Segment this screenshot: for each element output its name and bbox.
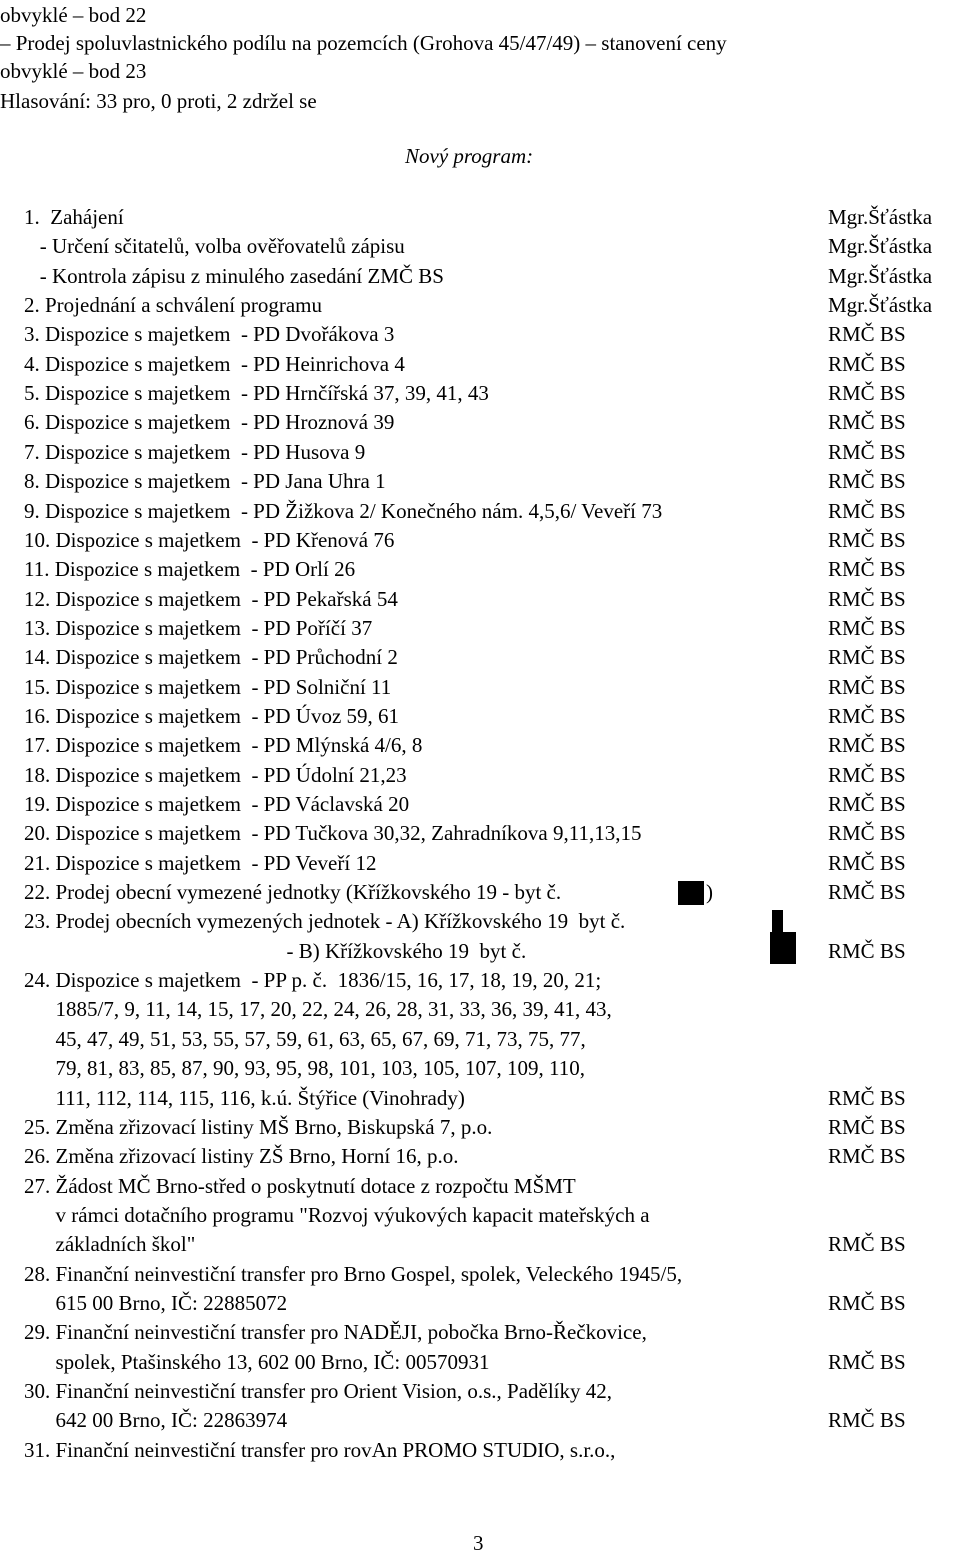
agenda-item [0, 818, 960, 848]
agenda-item-text: 18. Dispozice s majetkem - PD Údolní 21,23 [24, 762, 407, 787]
agenda-item [0, 437, 960, 467]
agenda-item-text: 28. Finanční neinvestiční transfer pro Brno Gospel, spolek, Veleckého 1945/5, [24, 1261, 683, 1286]
agenda-item [0, 496, 960, 526]
agenda-item-responsible: RMČ BS [828, 733, 906, 758]
agenda-item [0, 1376, 960, 1406]
agenda-item-text: 6. Dispozice s majetkem - PD Hroznová 39 [24, 410, 395, 435]
agenda-item-text: - Určení sčitatelů, volba ověřovatelů zápisu [24, 234, 405, 259]
agenda-item-text: 30. Finanční neinvestiční transfer pro Orient Vision, o.s., Padělíky 42, [24, 1379, 613, 1403]
agenda-item-text: 17. Dispozice s majetkem - PD Mlýnská 4/6, 8 [24, 733, 423, 758]
agenda-item [0, 525, 960, 555]
agenda-item-text: 79, 81, 83, 85, 87, 90, 93, 95, 98, 101, 103, 105, 107, 109, 110, [24, 1056, 585, 1081]
agenda-item-text: - Kontrola zápisu z minulého zasedání ZMČ BS [24, 263, 444, 288]
agenda-item [0, 1083, 960, 1113]
agenda-item [0, 789, 960, 819]
agenda-item-text: 27. Žádost MČ Brno-střed o poskytnutí dotace z rozpočtu MŠMT [24, 1173, 576, 1198]
agenda-item [0, 760, 960, 790]
agenda-item-responsible: RMČ BS [828, 586, 906, 611]
agenda-item-responsible: RMČ BS [828, 821, 906, 846]
agenda-item-responsible: Mgr.Šťástka [828, 263, 933, 288]
agenda-item-responsible: Mgr.Šťástka [828, 205, 933, 229]
agenda-item [0, 1171, 960, 1201]
agenda-item-text: 29. Finanční neinvestiční transfer pro NADĚJI, pobočka Brno-Řečkovice, [24, 1320, 647, 1345]
agenda-item-responsible: RMČ BS [828, 439, 906, 464]
agenda-item-text: 24. Dispozice s majetkem - PP p. č. 1836/15, 16, 17, 18, 19, 20, 21; [24, 968, 602, 993]
agenda-item [0, 642, 960, 672]
redaction-box [770, 932, 796, 964]
agenda-item-responsible: RMČ BS [828, 410, 906, 435]
agenda-item [0, 202, 960, 232]
agenda-item-text: 2. Projednání a schválení programu [24, 293, 322, 318]
agenda-item-text: 31. Finanční neinvestiční transfer pro rovAn PROMO STUDIO, s.r.o., [24, 1437, 616, 1462]
agenda-item [0, 877, 960, 907]
agenda-item [0, 1024, 960, 1054]
agenda-item [0, 672, 960, 702]
agenda-item-text: 9. Dispozice s majetkem - PD Žižkova 2/ Konečného nám. 4,5,6/ Veveří 73 [24, 498, 663, 523]
agenda-item [0, 936, 960, 966]
agenda-item-text: 19. Dispozice s majetkem - PD Václavská 20 [24, 792, 410, 816]
agenda-item-text: 21. Dispozice s majetkem - PD Veveří 12 [24, 850, 377, 875]
agenda-item-responsible: RMČ BS [828, 762, 906, 787]
agenda-item [0, 1405, 960, 1435]
agenda-item-text: 4. Dispozice s majetkem - PD Heinrichova 4 [24, 351, 405, 376]
agenda-item-text: 20. Dispozice s majetkem - PD Tučkova 30,32, Zahradníkova 9,11,13,15 [24, 821, 642, 846]
agenda-item-text: 3. Dispozice s majetkem - PD Dvořákova 3 [24, 322, 395, 347]
agenda-item-responsible: RMČ BS [828, 322, 906, 347]
agenda-item-responsible: RMČ BS [828, 645, 906, 670]
agenda-item-responsible: RMČ BS [828, 1290, 906, 1315]
agenda-item [0, 378, 960, 408]
agenda-item-responsible: RMČ BS [828, 351, 906, 376]
agenda-item-text: 15. Dispozice s majetkem - PD Solniční 11 [24, 674, 392, 699]
agenda-item [0, 584, 960, 614]
agenda-item-text: 22. Prodej obecní vymezené jednotky (Křížkovského 19 - byt č. [24, 880, 562, 905]
agenda-item-responsible: RMČ BS [828, 615, 906, 640]
agenda-item-text: 8. Dispozice s majetkem - PD Jana Uhra 1 [24, 469, 386, 494]
agenda-item-text: 1885/7, 9, 11, 14, 15, 17, 20, 22, 24, 26, 28, 31, 33, 36, 39, 41, 43, [24, 997, 612, 1022]
agenda-item-responsible: RMČ BS [828, 469, 906, 494]
redaction-box [678, 881, 704, 905]
agenda-item-responsible: RMČ BS [828, 1144, 906, 1169]
agenda-item-text: 1. Zahájení [24, 205, 124, 229]
agenda-item-responsible: RMČ BS [828, 938, 906, 963]
agenda-item-text: základních škol" [24, 1232, 196, 1257]
agenda-item-responsible: RMČ BS [828, 498, 906, 523]
header-line: obvyklé – bod 23 [0, 59, 147, 83]
agenda-item [0, 1053, 960, 1083]
agenda-item-text: 7. Dispozice s majetkem - PD Husova 9 [24, 439, 366, 464]
agenda-item-responsible: RMČ BS [828, 381, 906, 406]
agenda-item-responsible: RMČ BS [828, 880, 906, 905]
agenda-item [0, 554, 960, 584]
agenda-item-text: 23. Prodej obecních vymezených jednotek - A) Křížkovského 19 byt č. [24, 909, 626, 934]
agenda-item-text: 25. Změna zřizovací listiny MŠ Brno, Biskupská 7, p.o. [24, 1114, 493, 1139]
agenda-item-responsible: Mgr.Šťástka [828, 293, 933, 318]
agenda-item [0, 319, 960, 349]
agenda-item-responsible: RMČ BS [828, 1114, 906, 1139]
header-line: obvyklé – bod 22 [0, 3, 147, 27]
agenda-item-responsible: RMČ BS [828, 1408, 906, 1433]
agenda-item-text: 5. Dispozice s majetkem - PD Hrnčířská 37, 39, 41, 43 [24, 381, 489, 406]
header-line: Hlasování: 33 pro, 0 proti, 2 zdržel se [0, 89, 317, 113]
agenda-item-responsible: RMČ BS [828, 1349, 906, 1374]
agenda-item-responsible: RMČ BS [828, 1232, 906, 1257]
page-number: 3 [473, 1531, 484, 1555]
agenda-item-text: 16. Dispozice s majetkem - PD Úvoz 59, 61 [24, 703, 400, 728]
agenda-item-responsible: RMČ BS [828, 703, 906, 728]
agenda-item-text: 13. Dispozice s majetkem - PD Poříčí 37 [24, 615, 373, 640]
agenda-item-responsible: RMČ BS [828, 792, 906, 816]
agenda-item [0, 848, 960, 878]
agenda-item [0, 1347, 960, 1377]
agenda-item-text: - B) Křížkovského 19 byt č. [24, 938, 527, 963]
agenda-item [0, 1317, 960, 1347]
agenda-item [0, 231, 960, 261]
agenda-item-text: v rámci dotačního programu "Rozvoj výukových kapacit mateřských a [24, 1202, 650, 1227]
agenda-item [0, 1288, 960, 1318]
agenda-item [0, 1200, 960, 1230]
agenda-item-responsible: RMČ BS [828, 527, 906, 552]
agenda-item-responsible: RMČ BS [828, 1085, 906, 1110]
agenda-item-text: 26. Změna zřizovací listiny ZŠ Brno, Horní 16, p.o. [24, 1144, 459, 1169]
agenda-item [0, 906, 960, 936]
agenda-item [0, 261, 960, 291]
agenda-item [0, 1141, 960, 1171]
agenda-item-text: 10. Dispozice s majetkem - PD Křenová 76 [24, 527, 395, 552]
agenda-item-responsible: RMČ BS [828, 557, 906, 582]
agenda-item [0, 994, 960, 1024]
agenda-item [0, 1229, 960, 1259]
agenda-item [0, 701, 960, 731]
agenda-item-text-after: ) [706, 880, 713, 905]
agenda-item-text: 45, 47, 49, 51, 53, 55, 57, 59, 61, 63, 65, 67, 69, 71, 73, 75, 77, [24, 1026, 586, 1051]
agenda-item-text: 14. Dispozice s majetkem - PD Průchodní 2 [24, 645, 398, 670]
agenda-item-text: 111, 112, 114, 115, 116, k.ú. Štýřice (Vinohrady) [24, 1085, 465, 1110]
agenda-item-text: 615 00 Brno, IČ: 22885072 [24, 1290, 288, 1315]
agenda-item-text: 642 00 Brno, IČ: 22863974 [24, 1408, 288, 1433]
agenda-item-text: 11. Dispozice s majetkem - PD Orlí 26 [24, 557, 356, 582]
agenda-item [0, 965, 960, 995]
agenda-item-text: spolek, Ptašinského 13, 602 00 Brno, IČ: 00570931 [24, 1349, 490, 1374]
agenda-item-responsible: RMČ BS [828, 850, 906, 875]
agenda-item [0, 407, 960, 437]
agenda-item [0, 1112, 960, 1142]
agenda-item-responsible: RMČ BS [828, 674, 906, 699]
agenda-item [0, 613, 960, 643]
agenda-item [0, 290, 960, 320]
agenda-item [0, 349, 960, 379]
agenda-item-responsible: Mgr.Šťástka [828, 234, 933, 259]
agenda-item [0, 466, 960, 496]
agenda-item [0, 1259, 960, 1289]
program-title: Nový program: [405, 144, 534, 168]
agenda-item [0, 1435, 960, 1465]
agenda-item-text: 12. Dispozice s majetkem - PD Pekařská 54 [24, 586, 398, 611]
agenda-item [0, 730, 960, 760]
header-line: – Prodej spoluvlastnického podílu na pozemcích (Grohova 45/47/49) – stanovení ceny [0, 31, 727, 55]
